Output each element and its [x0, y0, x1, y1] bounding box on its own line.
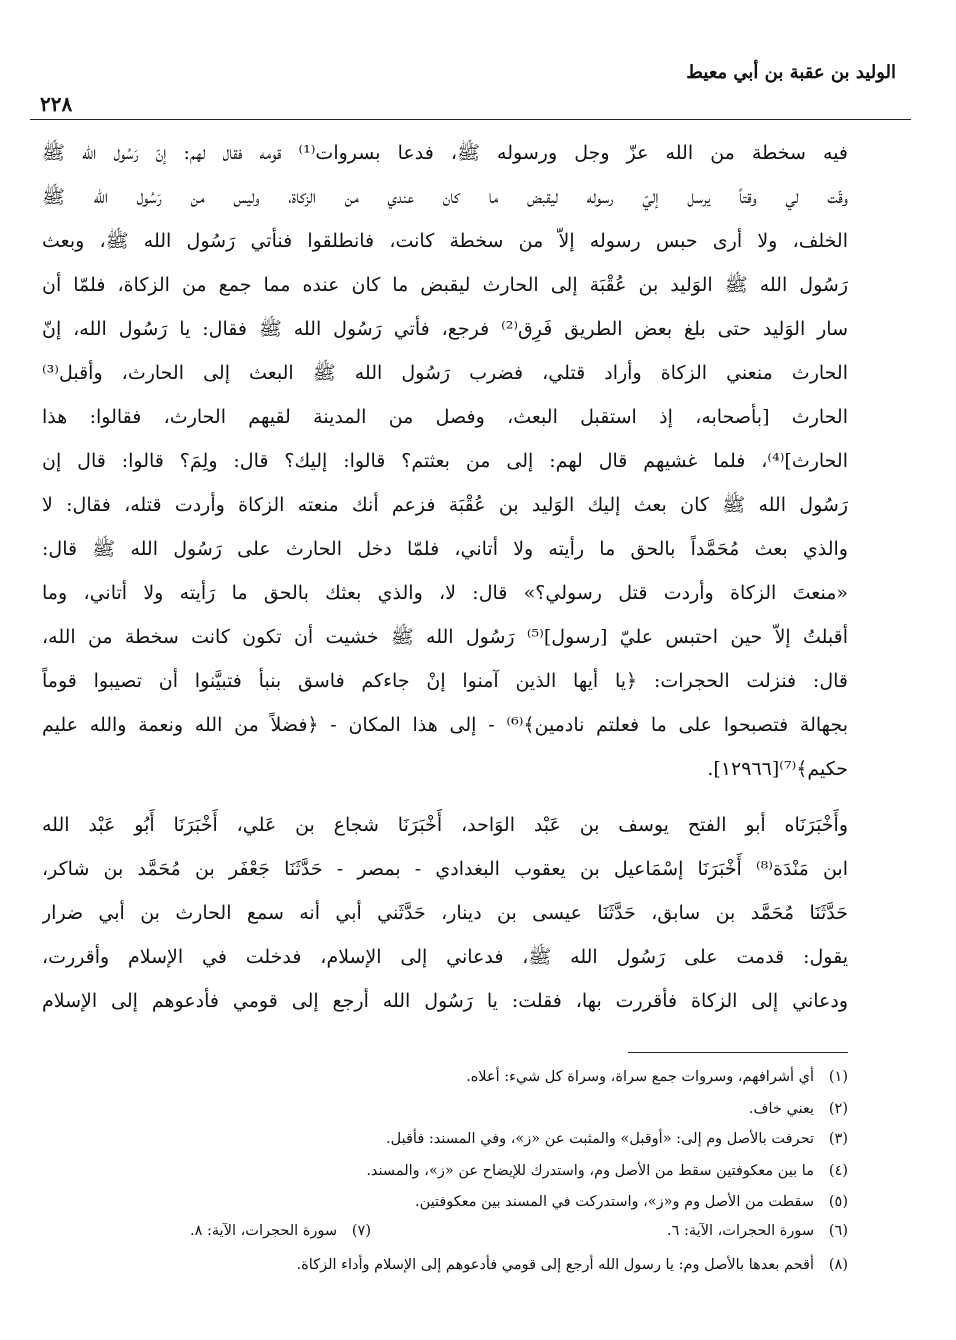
footnote-number: (٤)	[828, 1163, 848, 1179]
footnote	[150, 1158, 848, 1184]
footnote	[150, 1252, 848, 1278]
header-rule	[30, 119, 911, 120]
footnote	[190, 1218, 371, 1244]
footnote-pair	[150, 1218, 848, 1244]
text-line: وقّت لي وقتاً يرسل إليّ رسوله ليقبض ما كان عندي من الزكاة، وليس من رَسُول الله ﷺ	[42, 186, 848, 208]
footnote-number: (٢)	[828, 1101, 848, 1117]
text-line: حَدَّثَنَا مُحَمَّد بن سابق، حَدَّثَنَا عيسى بن دينار، حَدَّثَني أبي أنه سمع الحارث بن أبي ضرار	[42, 902, 848, 924]
text-line: حكيم﴾⁽⁷⁾[١٢٩٦٦].	[707, 758, 848, 780]
text-line: والذي بعث مُحَمَّداً بالحق ما رأيته ولا أتاني، فلمّا دخل الحارث على رَسُول الله ﷺ قال:	[42, 538, 848, 560]
running-title: الوليد بن عقبة بن أبي معيط	[686, 62, 896, 83]
text-line: يقول: قدمت على رَسُول الله ﷺ، فدعاني إلى الإسلام، فدخلت في الإسلام وأقررت،	[42, 946, 848, 968]
text-line: «منعتَ الزكاة وأردت قتل رسولي؟» قال: لا، والذي بعثك بالحق ما رَأيته ولا أتاني، وما	[42, 582, 848, 604]
text-line: الحارث منعني الزكاة وأراد قتلي، فضرب رَسُول الله ﷺ البعث إلى الحارث، وأقبل⁽³⁾	[42, 362, 848, 384]
footnote-text: تحرفت بالأصل وم إلى: «أوقبل» والمثبت عن «ز»، وفي المسند: فأقبل.	[386, 1131, 814, 1147]
text-line: رَسُول الله ﷺ كان بعث إليك الوَليد بن عُقْبَة فزعم أنك منعته الزكاة وأردت قتله، فقال: لا	[42, 494, 848, 516]
text-line: ودعاني إلى الزكاة فأقررت بها، فقلت: يا رَسُول الله أرجع إلى قومي فأدعوهم إلى الإسلام	[42, 990, 848, 1012]
text-line: سار الوَليد حتى بلغ بعض الطريق فَرِق⁽²⁾ فرجع، فأتي رَسُول الله ﷺ فقال: يا رَسُول الله، إنّ	[42, 318, 848, 340]
text-line: رَسُول الله ﷺ الوَليد بن عُقْبَة إلى الحارث ليقبض ما كان عنده مما جمع من الزكاة، فلمّا أن	[42, 274, 848, 296]
footnote-text: يعني خاف.	[748, 1101, 814, 1117]
text-line: وأَخْبَرَنَاه أبو الفتح يوسف بن عَبْد الوَاحد، أَخْبَرَنَا شجاع بن عَلي، أَخْبَرَنَا أَبُو عَبْد الله	[42, 814, 848, 836]
footnote-number: (٥)	[828, 1194, 848, 1210]
text-line: الحارث [بأصحابه، إذ استقبل البعث، وفصل من المدينة لقيهم الحارث، فقالوا: هذا	[42, 406, 848, 428]
footnote-text: سورة الحجرات، الآية: ٨.	[190, 1223, 337, 1239]
footnote	[150, 1126, 848, 1152]
text-line: فيه سخطة من الله عزّ وجل ورسوله ﷺ، فدعا بسروات⁽¹⁾ قومه فقال لهم: إنّ رَسُول الله ﷺ	[42, 142, 848, 164]
text-line: أقبلتُ إلاّ حين احتبس عليّ [رسول]⁽⁵⁾ رَسُول الله ﷺ خشيت أن تكون كانت سخطة من الله،	[42, 626, 848, 648]
footnote-text: ما بين معكوفتين سقط من الأصل وم، واستدرك للإيضاح عن «ز»، والمسند.	[366, 1163, 814, 1179]
footnote	[150, 1189, 848, 1215]
footnote-text: سورة الحجرات، الآية: ٦.	[667, 1223, 814, 1239]
page-number: ٢٢٨	[40, 92, 73, 116]
footnote-text: أقحم بعدها بالأصل وم: يا رسول الله أرجع إلى قومي فأدعوهم إلى الإسلام وأداء الزكاة.	[296, 1257, 814, 1273]
footnote	[667, 1223, 848, 1239]
footnote-number: (٨)	[828, 1257, 848, 1273]
text-line: قال: فنزلت الحجرات: ﴿يا أيها الذين آمنوا إنْ جاءكم فاسق بنبأ فتبيَّنوا أن تصيبوا قوماً	[42, 670, 848, 692]
footnote-number: (٣)	[828, 1131, 848, 1147]
footnote-text: أي أشرافهم، وسروات جمع سراة، وسراة كل شيء: أعلاه.	[466, 1069, 814, 1085]
footnote-text: سقطت من الأصل وم و«ز»، واستدركت في المسند بين معكوفتين.	[414, 1194, 814, 1210]
footnote-separator	[628, 1052, 848, 1053]
footnote-number: (١)	[828, 1069, 848, 1085]
text-line: بجهالة فتصبحوا على ما فعلتم نادمين﴾⁽⁶⁾ - إلى هذا المكان - ﴿فضلاً من الله ونعمة والله عليم	[42, 714, 848, 736]
footnote-number: (٧)	[351, 1223, 371, 1239]
text-line: ابن مَنْدَة⁽⁸⁾ أَخْبَرَنَا إسْمَاعيل بن يعقوب البغدادي - بمصر - حَدَّثَنَا جَعْفَر بن مُحَمَّد بن شاكر،	[42, 858, 848, 880]
footnote	[150, 1096, 848, 1122]
text-line: الخلف، ولا أرى حبس رسوله إلاّ من سخطة كانت، فانطلقوا فنأتي رَسُول الله ﷺ، وبعث	[42, 230, 848, 252]
text-line: الحارث]⁽⁴⁾، فلما غشيهم قال لهم: إلى من بعثتم؟ قالوا: إليك؟ قال: ولِمَ؟ قالوا: قال إن	[42, 450, 848, 472]
footnote-number: (٦)	[828, 1223, 848, 1239]
footnote	[150, 1064, 848, 1090]
